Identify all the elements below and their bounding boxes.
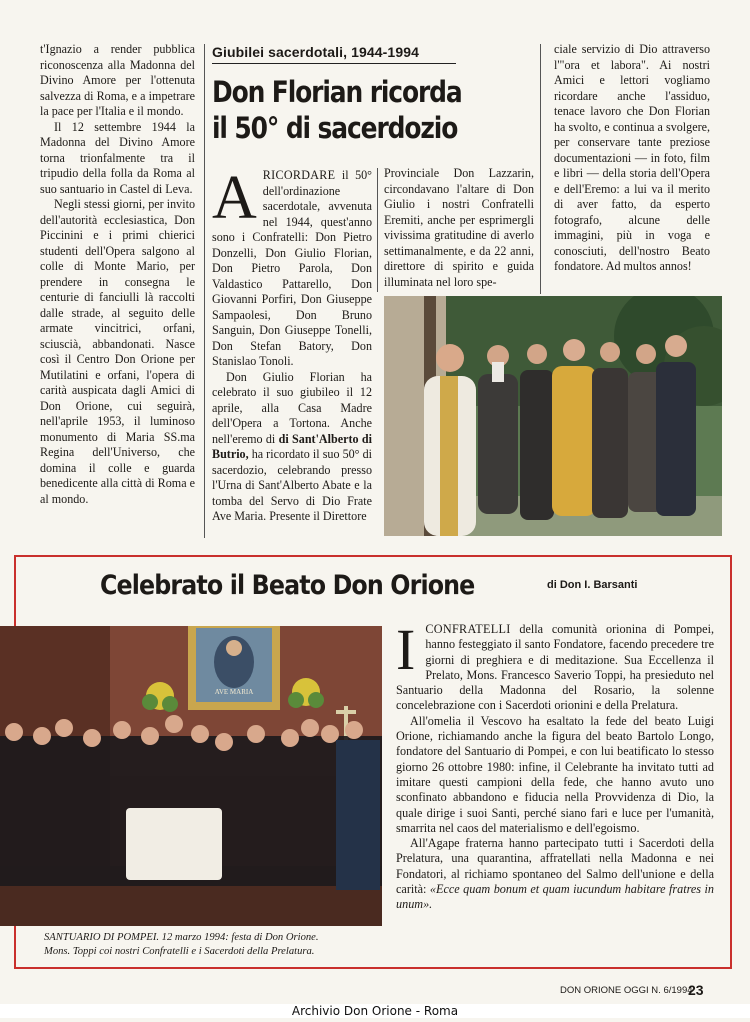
col3-paragraph: Provinciale Don Lazzarin, circondavano l'altare di Don Giulio i nostri Confratelli Eremiti, anche per esprimergli vivissima gratitudine di averlo settimanalmente, e da 22 anni, direttore di spirito e guida illuminata nel loro spe- xyxy=(384,166,534,289)
article2-paragraph xyxy=(396,836,714,912)
dropcap: I xyxy=(396,622,416,682)
col1-paragraph: t'Ignazio a render pubblica riconoscenza alla Madonna del Divino Amore per l'ottenuta salvezza di Roma, e a impetrare la pace per l'Italia e il mondo. xyxy=(40,42,195,118)
article1-kicker: Giubilei sacerdotali, 1944-1994 xyxy=(212,44,456,64)
col2-paragraph xyxy=(212,370,372,525)
article1-column-2 xyxy=(212,168,372,540)
photo-don-florian-group xyxy=(384,296,722,536)
article1-headline xyxy=(212,74,492,146)
text-run: All'Agape fraterna hanno partecipato tutti i Sacerdoti della Prelatura, una quarantina, affratellati nella Madonna e nei Fondatori, al richiamo spontaneo del Salmo dell'unione e della carità: xyxy=(396,836,714,897)
altar-cloth xyxy=(126,808,222,880)
col1-paragraph: Il 12 settembre 1944 la Madonna del Divino Amore torna trionfalmente tra il tripudio della folla da Roma al suo santuario in Castel di Leva. xyxy=(40,119,195,196)
article1-column-4 xyxy=(554,42,710,294)
article2-title: Celebrato il Beato Don Orione xyxy=(100,570,475,601)
lead-text: della comunità orionina di Pompei, hanno festeggiato il santo Fondatore, facendo precedere tre giorni di preghiera e di meditazione. Sua Eccellenza il Prelato, Mons. Francesco Saverio Toppi, ha presieduto nel Santuario della Madonna del Rosario, la solenne concelebrazione con i Sacerdoti orionini e della Prelatura. xyxy=(396,622,714,713)
dropcap: A xyxy=(212,168,257,232)
article1-column-3 xyxy=(384,166,534,294)
col4-paragraph: ciale servizio di Dio attraverso l'"ora et labora". Ai nostri Amici e lettori vogliamo ricordare anche l'assiduo, tenace lavoro che Don Florian ha svolto, e continua a svolgere, per conservare tante preziose documentazioni — in foto, film e libri — della storia dell'Opera e dell'Eremo: a lui va il merito di aver fatto, da esperto fotografo, alcune delle immagini, più in voga e conosciuti, dell'nostro Beato fondatore. Ad multos annos! xyxy=(554,42,710,273)
col1-paragraph: Negli stessi giorni, per invito dell'autorità ecclesiastica, Don Piccinini e i primi chierici studenti dell'Opera salgono al colle di Monte Mario, per prendere in consegna le centurie di fanciulli là raccolti dalle strade, al seguito delle armate vincitrici, orfani, sciuscià, abbandonati. Nasce così il Centro Don Orione per Mutilatini e orfani, l'opera di carità auspicata dagli Amici di Don Orione, cui seguirà, nell'aprile 1953, il luminoso monumento di Maria SS.ma Regina dell'Universo, che domina il colle e guarda benedicente alla città di Roma e al mondo. xyxy=(40,197,195,506)
page-number: 23 xyxy=(688,982,704,998)
headline-line: il 50° di sacerdozio xyxy=(212,111,458,145)
lead-word: CONFRATELLI xyxy=(425,622,511,636)
column-divider xyxy=(377,168,378,292)
article2-text xyxy=(396,622,714,962)
text-run: Don Giulio Florian ha celebrato il suo giubileo il 12 aprile, alla Casa Madre dell'Opera a Tortona. Anche nell'eremo di xyxy=(212,369,372,446)
column-divider xyxy=(540,44,541,294)
col2-lead-paragraph xyxy=(212,168,372,370)
place-name: di Sant'Alberto di Butrio, xyxy=(212,431,372,461)
lead-text: il 50° dell'ordinazione sacerdotale, avvenuta nel 1944, quest'anno sono i Confratelli: Don Pietro Donzelli, Don Giulio Florian, Don Pietro Parola, Don Valdastico Pattarello, Don Giovanni Porfiri, Don Giuseppe Sampaolesi, Don Bruno Sanguin, Don Giuseppe Tonelli, Don Stefan Batory, Don Stanislao Tonoli. xyxy=(212,168,372,368)
caption-line: Mons. Toppi coi nostri Confratelli e i Sacerdoti della Prelatura. xyxy=(44,946,315,957)
psalm-quote: «Ecce quam bonum et quam iucundum habitare fratres in unum». xyxy=(396,882,714,912)
photo-pompei-sanctuary xyxy=(0,626,382,926)
article2-lead-paragraph xyxy=(396,622,714,714)
caption-line: SANTUARIO DI POMPEI. 12 marzo 1994: festa di Don Orione. xyxy=(44,932,319,943)
magazine-issue: DON ORIONE OGGI N. 6/1994 xyxy=(560,985,693,996)
text-run: ha ricordato il suo 50° di sacerdozio, celebrando presso l'Urna di Sant'Alberto Abate e la tomba del Servo di Dio Frate Ave Maria. Presente il Direttore xyxy=(212,447,372,523)
photo-caption xyxy=(44,931,374,959)
article2-paragraph: All'omelia il Vescovo ha esaltato la fede del beato Luigi Orione, richiamando anche la figura del beato Bartolo Longo, fondatore del Santuario di Pompei, e con lui beatificato lo stesso giorno 26 ottobre 1980: infine, il Celebrante ha invitato tutti ad imitare questi campioni della fede, che hanno avuto uno sconfinato abbandono e fiducia nella Provvidenza di Dio, la quale dirige i suoi Santi, perché siano fari e luce per l'umanità, smarrita nel caos del materialismo e dell'egoismo. xyxy=(396,713,714,835)
article1-column-1 xyxy=(40,42,195,542)
column-divider xyxy=(204,44,205,538)
lead-word: RICORDARE xyxy=(262,168,336,182)
headline-line: Don Florian ricorda xyxy=(212,75,462,109)
article2-byline: di Don I. Barsanti xyxy=(547,579,638,591)
archive-watermark: Archivio Don Orione - Roma xyxy=(0,1004,750,1018)
painting-frame xyxy=(188,626,280,710)
painting-caption: AVE MARIA xyxy=(214,688,254,696)
